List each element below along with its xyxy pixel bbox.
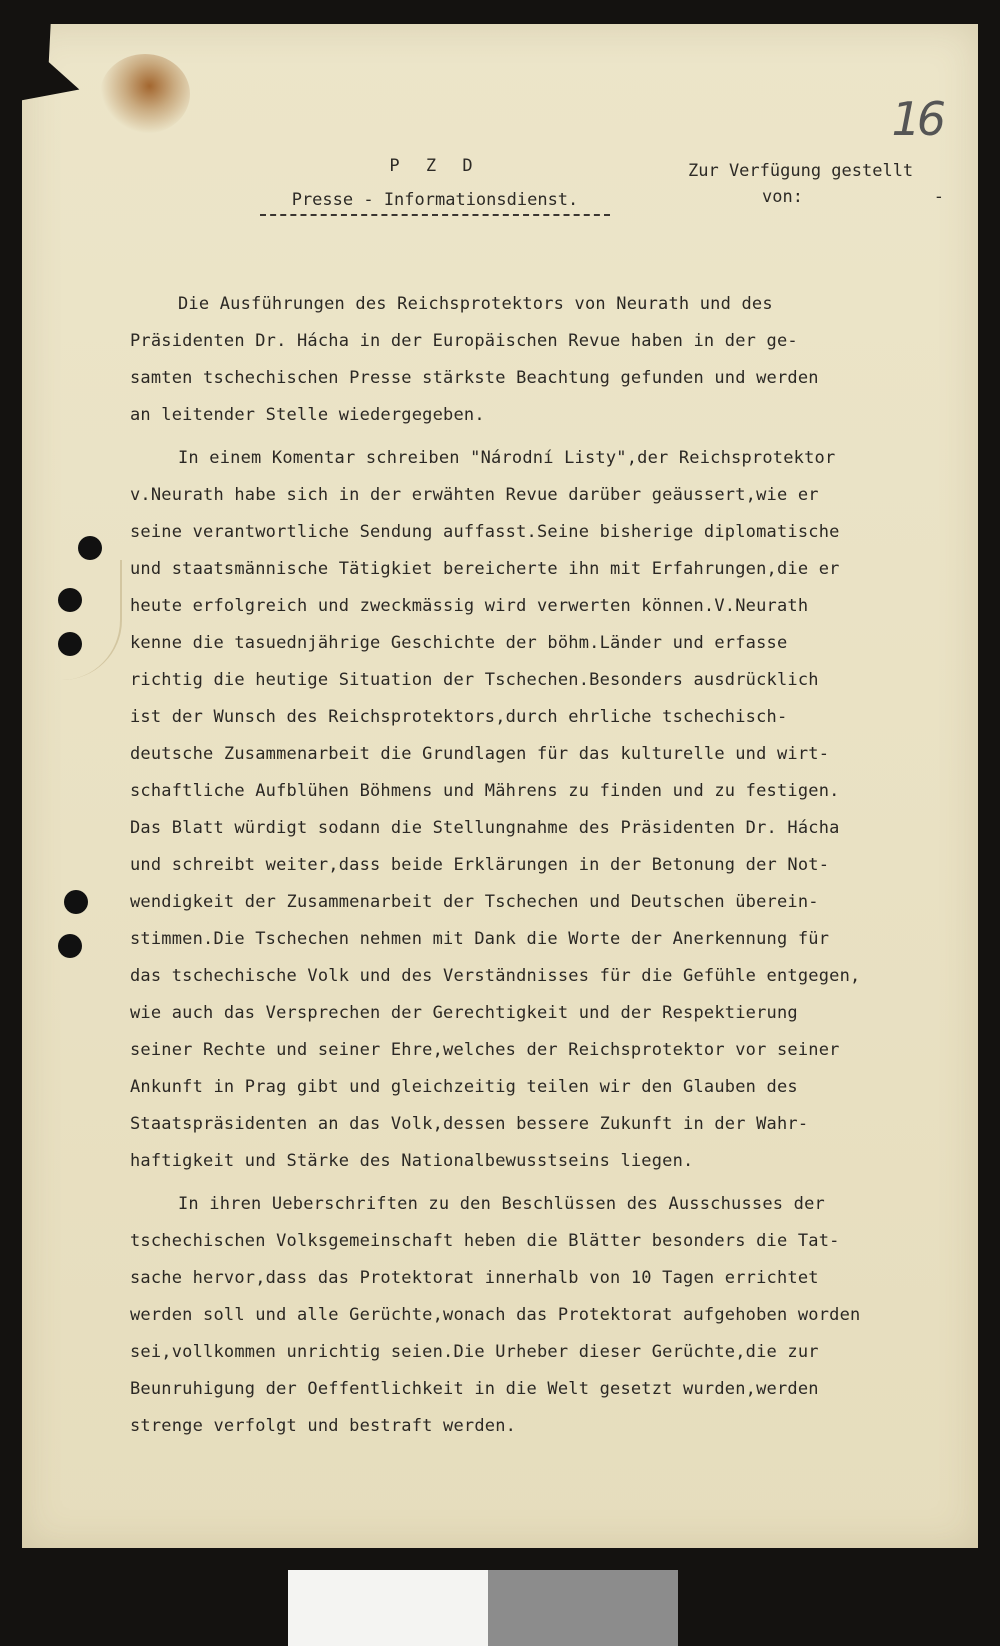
punch-hole (58, 632, 82, 656)
paragraph (130, 286, 950, 434)
punch-hole (78, 536, 102, 560)
text-line: In einem Komentar schreiben "Národní Listy",der Reichsprotektor (178, 448, 836, 468)
text-line: werden soll und alle Gerüchte,wonach das Protektorat aufgehoben worden (130, 1305, 861, 1325)
text-line: deutsche Zusammenarbeit die Grundlagen für das kulturelle und wirt- (130, 744, 830, 764)
text-line: kenne die tasuednjährige Geschichte der böhm.Länder und erfasse (130, 633, 788, 653)
text-line: stimmen.Die Tschechen nehmen mit Dank die Worte der Anerkennung für (130, 929, 830, 949)
text-line: sei,vollkommen unrichtig seien.Die Urheber dieser Gerüchte,die zur (130, 1342, 819, 1362)
rust-stain (100, 54, 190, 134)
text-line: v.Neurath habe sich in der erwähten Revue darüber geäussert,wie er (130, 485, 819, 505)
handwritten-page-number: 16 (891, 92, 942, 146)
text-line: heute erfolgreich und zweckmässig wird verwerten können.V.Neurath (130, 596, 809, 616)
text-line: In ihren Ueberschriften zu den Beschlüssen des Ausschusses der (178, 1194, 825, 1214)
provided-label: Zur Verfügung gestellt (688, 161, 914, 181)
provided-dash: - (933, 187, 944, 207)
header-provided-by (688, 158, 958, 210)
text-line: Staatspräsidenten an das Volk,dessen bessere Zukunft in der Wahr- (130, 1114, 809, 1134)
text-line: Die Ausführungen des Reichsprotektors von Neurath und des (178, 294, 773, 314)
text-line: Ankunft in Prag gibt und gleichzeitig teilen wir den Glauben des (130, 1077, 798, 1097)
header-code: P Z D (389, 156, 481, 176)
punch-hole (64, 890, 88, 914)
text-line: wie auch das Versprechen der Gerechtigkeit und der Respektierung (130, 1003, 798, 1023)
paragraph (130, 440, 950, 1180)
text-line: und schreibt weiter,dass beide Erklärungen in der Betonung der Not- (130, 855, 830, 875)
scanner-strip-gray (488, 1570, 678, 1646)
text-line: ist der Wunsch des Reichsprotektors,durch ehrliche tschechisch- (130, 707, 788, 727)
text-line: seine verantwortliche Sendung auffasst.Seine bisherige diplomatische (130, 522, 840, 542)
provided-von: von: (762, 187, 803, 207)
text-line: an leitender Stelle wiedergegeben. (130, 405, 485, 425)
text-line: Präsidenten Dr. Hácha in der Europäischen Revue haben in der ge- (130, 331, 798, 351)
text-line: samten tschechischen Presse stärkste Beachtung gefunden und werden (130, 368, 819, 388)
header-dashed-rule (260, 214, 610, 216)
header-service-name: Presse - Informationsdienst. (291, 190, 579, 210)
text-line: haftigkeit und Stärke des Nationalbewusstseins liegen. (130, 1151, 694, 1171)
document-body (130, 286, 950, 1451)
text-line: strenge verfolgt und bestraft werden. (130, 1416, 517, 1436)
paragraph (130, 1186, 950, 1445)
text-line: Das Blatt würdigt sodann die Stellungnahme des Präsidenten Dr. Hácha (130, 818, 840, 838)
punch-hole (58, 588, 82, 612)
header-service (250, 156, 620, 216)
text-line: schaftliche Aufblühen Böhmens und Mährens zu finden und zu festigen. (130, 781, 840, 801)
punch-hole (58, 934, 82, 958)
text-line: richtig die heutige Situation der Tschechen.Besonders ausdrücklich (130, 670, 819, 690)
scanner-strip-white (288, 1570, 488, 1646)
text-line: und staatsmännische Tätigkiet bereicherte ihn mit Erfahrungen,die er (130, 559, 840, 579)
text-line: seiner Rechte und seiner Ehre,welches der Reichsprotektor vor seiner (130, 1040, 840, 1060)
text-line: das tschechische Volk und des Verständnisses für die Gefühle entgegen, (130, 966, 861, 986)
text-line: tschechischen Volksgemeinschaft heben die Blätter besonders die Tat- (130, 1231, 840, 1251)
text-line: wendigkeit der Zusammenarbeit der Tschechen und Deutschen überein- (130, 892, 819, 912)
text-line: sache hervor,dass das Protektorat innerhalb von 10 Tagen errichtet (130, 1268, 819, 1288)
text-line: Beunruhigung der Oeffentlichkeit in die Welt gesetzt wurden,werden (130, 1379, 819, 1399)
